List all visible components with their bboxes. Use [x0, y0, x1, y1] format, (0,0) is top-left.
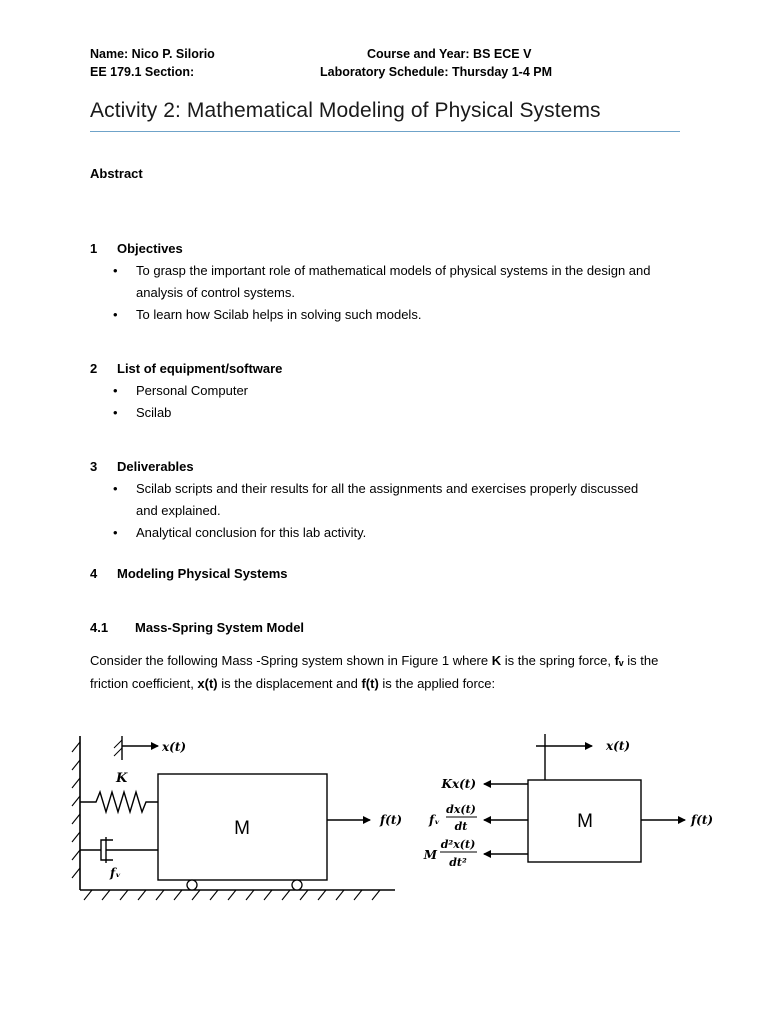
subsection-number: 4.1: [90, 620, 109, 635]
section-number: 3: [90, 459, 98, 474]
damper: [80, 837, 158, 863]
section-title: Modeling Physical Systems: [117, 566, 288, 581]
objectives-list: [113, 260, 663, 326]
wall-hatching: [72, 742, 80, 878]
text-run: is the displacement and: [217, 675, 362, 691]
term-xt: x(t): [197, 675, 218, 691]
section-number: 4: [90, 566, 98, 581]
text-run: is the applied force:: [378, 675, 496, 691]
abstract-heading: Abstract: [90, 166, 143, 181]
mass-label: M: [577, 811, 593, 832]
list-item: • Scilab: [113, 402, 673, 424]
term-fv: fᵥ: [614, 653, 624, 668]
course-year: Course and Year: BS ECE V: [367, 47, 532, 61]
fraction-denominator: dt²: [449, 856, 467, 869]
list-item: • To learn how Scilab helps in solving such models.: [113, 304, 663, 326]
figure-mass-spring: [0, 720, 768, 910]
wheel: [292, 880, 302, 890]
spring-label: K: [116, 771, 128, 786]
force-label: f(t): [380, 813, 403, 827]
section-number: 1: [90, 241, 98, 256]
section-title: Objectives: [117, 241, 183, 256]
displacement-label: x(t): [162, 740, 187, 754]
text-run: is the friction coefficient,: [90, 653, 659, 691]
mass-label: M: [234, 818, 250, 839]
list-item: • Analytical conclusion for this lab activity.: [113, 522, 663, 544]
fraction-denominator: dt: [454, 820, 468, 833]
title-divider: [90, 131, 680, 132]
displacement-label: x(t): [606, 739, 631, 753]
mass-spring-diagram: [72, 736, 402, 900]
text-run: is the spring force,: [501, 653, 615, 668]
section-title: List of equipment/software: [117, 361, 283, 376]
section-title: Deliverables: [117, 459, 194, 474]
page-title: Activity 2: Mathematical Modeling of Physical Systems: [90, 99, 601, 122]
spring-force-label: Kx(t): [441, 777, 476, 791]
intro-paragraph: [90, 650, 690, 695]
list-item: • To grasp the important role of mathematical models of physical systems in the design and analysis of control systems.: [113, 260, 663, 304]
wheel: [187, 880, 197, 890]
mass-coefficient: M: [423, 848, 437, 862]
list-item: • Scilab scripts and their results for all the assignments and exercises properly discussed and explained.: [113, 478, 663, 522]
damper-label: fᵥ: [110, 866, 122, 880]
reference-hatching: [114, 740, 122, 756]
term-k: K: [491, 653, 502, 668]
subsection-title: Mass-Spring System Model: [135, 620, 305, 635]
ground-hatching: [84, 890, 380, 900]
friction-coefficient: fᵥ: [428, 813, 440, 827]
free-body-diagram: [423, 734, 713, 869]
fraction-numerator: d²x(t): [440, 838, 476, 851]
equipment-list: [113, 380, 673, 424]
lab-schedule: Laboratory Schedule: Thursday 1-4 PM: [320, 65, 552, 79]
list-item: • Personal Computer: [113, 380, 673, 402]
fraction-numerator: dx(t): [446, 803, 476, 816]
text-run: Consider the following Mass -Spring system shown in Figure 1 where: [90, 653, 492, 668]
spring: [80, 792, 158, 812]
term-ft: f(t): [361, 675, 379, 691]
section-number: 2: [90, 361, 98, 376]
deliverables-list: [113, 478, 663, 544]
student-name: Name: Nico P. Silorio: [90, 47, 215, 61]
force-label: f(t): [691, 813, 714, 827]
section-label: EE 179.1 Section:: [90, 65, 195, 79]
